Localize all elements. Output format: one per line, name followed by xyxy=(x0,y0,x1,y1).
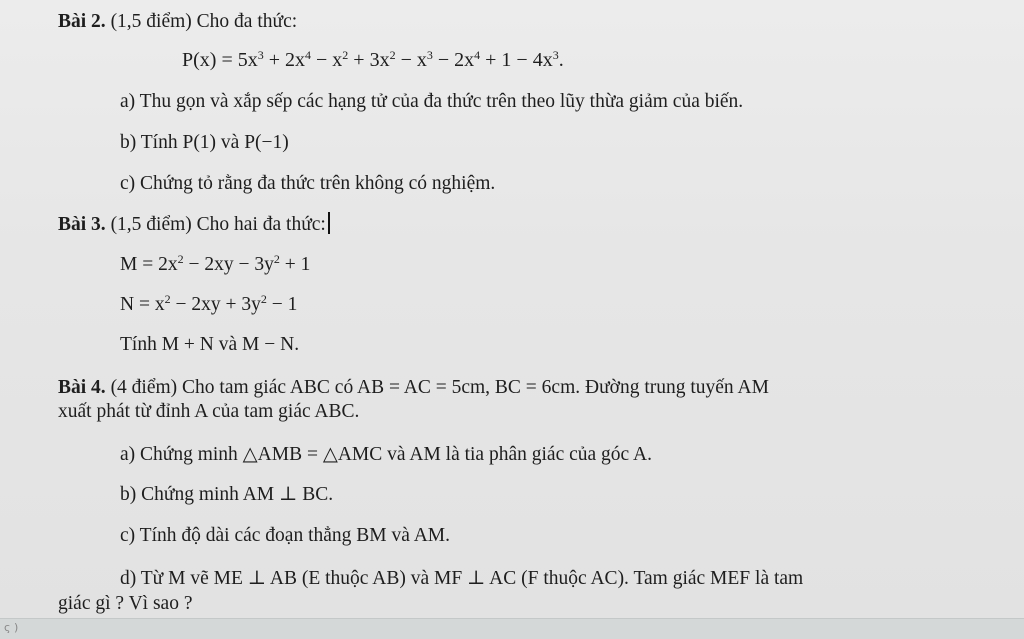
bai4-header-2: xuất phát từ đỉnh A của tam giác ABC. xyxy=(58,401,360,422)
p-exp-0: 3 xyxy=(257,48,264,62)
p-exp-4: 3 xyxy=(426,48,433,62)
text-cursor xyxy=(328,212,330,234)
p-exp-2: 2 xyxy=(342,48,349,62)
p-exp-5: 4 xyxy=(474,48,481,62)
n-exp-0: 2 xyxy=(164,292,171,306)
n-exp-1: 2 xyxy=(260,292,267,306)
bai4-part-d-1: d) Từ M vẽ ME ⊥ AB (E thuộc AB) và MF ⊥ AC (F thuộc AC). Tam giác MEF là tam xyxy=(120,568,804,589)
p-tail: . xyxy=(558,49,564,71)
corner-text: ς ) xyxy=(4,621,19,634)
p-term-4: − x xyxy=(395,49,427,71)
p-term-1: + 2x xyxy=(263,49,306,71)
bai2-header: (1,5 điểm) Cho đa thức: xyxy=(105,11,298,32)
p-term-5: − 2x xyxy=(432,49,475,71)
bai2-label: Bài 2. xyxy=(58,11,106,32)
bai3-label: Bài 3. xyxy=(58,214,106,235)
polynomial-p xyxy=(182,48,564,72)
m-exp-0: 2 xyxy=(177,252,184,266)
p-term-3: + 3x xyxy=(348,49,390,71)
bai4-part-b: b) Chứng minh AM ⊥ BC. xyxy=(120,484,334,505)
p-term-6: + 1 − 4x xyxy=(480,49,553,71)
bai2-heading xyxy=(58,10,297,34)
n-term-0: N = x xyxy=(120,294,165,315)
p-exp-3: 2 xyxy=(389,48,396,62)
n-term-1: − 2xy + 3y xyxy=(170,294,261,315)
bai4-heading xyxy=(58,376,769,400)
bai4-part-a: a) Chứng minh △AMB = △AMC và AM là tia phân giác của góc A. xyxy=(120,444,652,465)
bai2-part-c: c) Chứng tỏ rằng đa thức trên không có nghiệm. xyxy=(120,173,496,194)
m-term-0: M = 2x xyxy=(120,254,178,275)
p-exp-1: 4 xyxy=(305,48,312,62)
bai4-label: Bài 4. xyxy=(58,377,106,398)
bai3-task: Tính M + N và M − N. xyxy=(120,334,300,355)
m-term-1: − 2xy − 3y xyxy=(183,254,274,275)
bai3-heading xyxy=(58,212,330,237)
p-term-0: P(x) = 5x xyxy=(182,49,258,71)
bai4-part-d-2: giác gì ? Vì sao ? xyxy=(58,593,193,614)
bottom-strip xyxy=(0,618,1024,639)
n-term-2: − 1 xyxy=(266,294,298,315)
bai3-header: (1,5 điểm) Cho hai đa thức: xyxy=(105,214,326,235)
bai2-part-a: a) Thu gọn và xắp sếp các hạng tử của đa thức trên theo lũy thừa giảm của biến. xyxy=(120,91,744,112)
p-term-2: − x xyxy=(311,49,343,71)
bai4-header-1: (4 điểm) Cho tam giác ABC có AB = AC = 5cm, BC = 6cm. Đường trung tuyến AM xyxy=(105,377,769,398)
polynomial-m xyxy=(120,253,310,277)
polynomial-n xyxy=(120,293,297,317)
bai2-part-b: b) Tính P(1) và P(−1) xyxy=(120,132,289,153)
m-exp-1: 2 xyxy=(273,252,280,266)
p-exp-6: 3 xyxy=(552,48,559,62)
bai4-part-c: c) Tính độ dài các đoạn thẳng BM và AM. xyxy=(120,525,450,546)
m-term-2: + 1 xyxy=(279,254,311,275)
